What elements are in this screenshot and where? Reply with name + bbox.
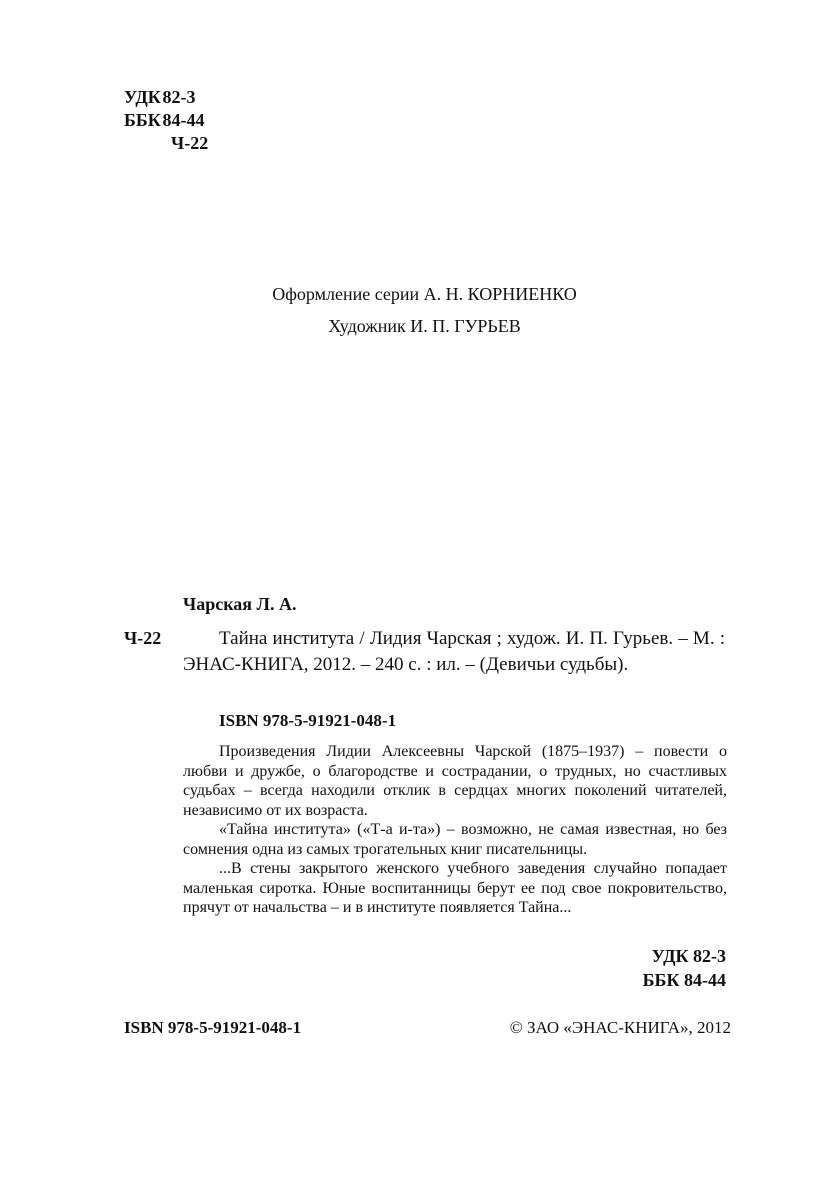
catalog-classification (643, 944, 726, 992)
copyright-notice: © ЗАО «ЭНАС-КНИГА», 2012 (509, 1018, 731, 1037)
bibliographic-description: Тайна института / Лидия Чарская ; худож. И. П. Гурьев. – М. : ЭНАС-КНИГА, 2012. – 240 с. : ил. – (Девичьи судьбы). (183, 628, 725, 675)
catalog-udk: УДК 82-3 (651, 946, 726, 966)
catalog-author: Чарская Л. А. (183, 594, 297, 614)
bbk-value: 84-44 (162, 110, 205, 130)
bbk-label: ББК (124, 110, 161, 130)
catalog-isbn: ISBN 978-5-91921-048-1 (219, 711, 397, 730)
classification-block (124, 86, 208, 155)
author-mark-top: Ч-22 (171, 133, 209, 153)
series-design-credit (0, 282, 833, 306)
series-design-text: Оформление серии А. Н. КОРНИЕНКО (272, 284, 577, 304)
annotation-paragraph: «Тайна института» («Т-а и-та») – возможно, не самая известная, но без сомнения одна из самых трогательных книг писательницы. (183, 821, 727, 858)
illustrator-text: Художник И. П. ГУРЬЕВ (328, 316, 521, 336)
annotation-paragraph: ...В стены закрытого женского учебного заведения случайно попадает маленькая сиротка. Юные воспитанницы берут ее под свое покровительство, прячут от начальства – и в институте появляется Тайна... (183, 860, 727, 916)
udk-row (124, 86, 208, 109)
bbk-row (124, 109, 208, 132)
annotation (183, 742, 727, 918)
catalog-author-mark: Ч-22 (124, 628, 162, 648)
illustrator-credit (0, 314, 833, 338)
udk-label: УДК (124, 87, 161, 107)
udk-value: 82-3 (162, 87, 196, 107)
annotation-paragraph: Произведения Лидии Алексеевны Чарской (1875–1937) – повести о любви и дружбе, о благородстве и сострадании, о трудных, но счастливых судьбах – всегда находили отклик в сердцах многих поколений читателей, независимо от их возраста. (183, 743, 727, 819)
footer-isbn: ISBN 978-5-91921-048-1 (124, 1018, 302, 1037)
catalog-bbk: ББК 84-44 (642, 970, 726, 990)
